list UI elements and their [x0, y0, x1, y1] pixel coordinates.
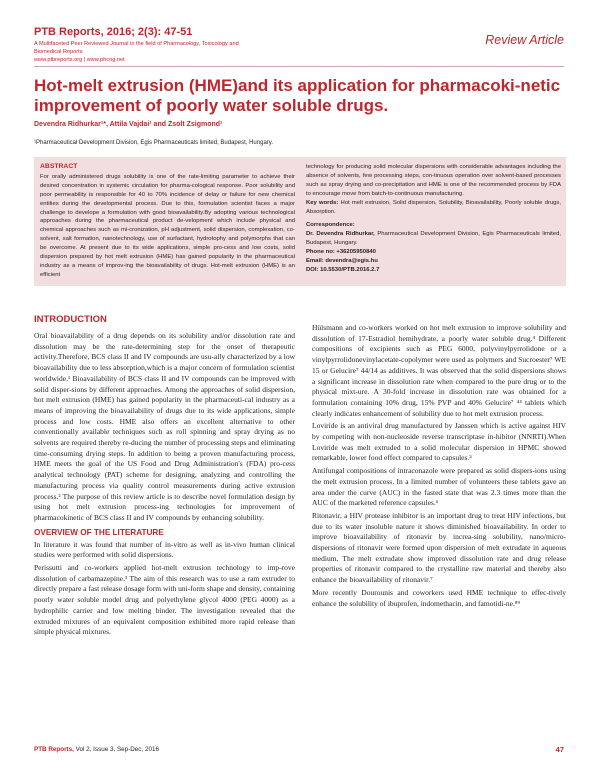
overview-paragraph-2: Perissutti and co-workers applied hot-melt extrusion technology to imp-rove dissolution of carbamazepine.³ The aim of this research was to use a ram extruder to directly prepare a fast release dosage form with uni-form shape and density, containing poorly water soluble model drug and polyethylene glycol 4000 (PEG 4000) as a hydrophilic carrier and low melting binder. The investigation revealed that the extruded mixtures of an equivalent composition exhibited more rapid release than simple physical mixtures.	[34, 563, 295, 637]
author-affiliation: ¹Pharmaceutical Development Division, Egis Pharmaceuticals limited, Budapest, Hungary.	[34, 140, 273, 146]
body-left-column	[34, 331, 295, 640]
body-paragraph-loviride: Loviride is an antiviral drug manufactured by Janssen which is active against HIV by competing with non-nucleoside reverse transcriptase in-hibitor (NNRTI).When Loviride was melt extruded to a solid molecular dispersion in HPMC showed remarkable, lower food effect compared to capsules.⁵	[312, 421, 566, 463]
abstract-right-column	[306, 163, 561, 275]
abstract-text-continued: technology for producing solid molecular dispersions with considerable advantages including the absence of solvents, few processing steps, con-tinuous operation over solvent-based processes such as spray drying and co-precipitation and HME is one of the recommended process by FDA to encourage move from batch-to-continuous manufacturing.	[306, 164, 561, 197]
phone-number: Phone no: +36205950840	[306, 249, 376, 256]
author-list: Devendra Ridhurkar¹*, Attila Vajdai¹ and Zsolt Zsigmond¹	[34, 121, 223, 128]
introduction-heading: INTRODUCTION	[34, 314, 107, 325]
header-divider	[34, 66, 564, 67]
journal-header: PTB Reports, 2016; 2(3): 47-51	[34, 26, 193, 38]
abstract-box	[34, 157, 566, 286]
body-paragraph-itraconazole: Antifungal compositions of intraconazole were prepared as solid dispers-ions using the melt extrusion process. In a limited number of volunteers these tablets gave an area under the curve (AUC) in the fasted state that was 2.3 times more than the AUC of the marketed reference capsules.⁶	[312, 466, 566, 508]
intro-paragraph: Oral bioavailability of a drug depends on its solubility and/or dissolution rate and dissolution may be the rate-determining step for the onset of therapeutic activity.Therefore, BCS class II and IV compounds are usu-ally characterized by a low bioavailability due to less absorption,which is a major concern of formulation scientist worldwide.¹ Bioavailability of BCS class II and IV compounds can be improved with solid disper-sions by different approaches. Among the approaches of solid dispersion, hot melt extrusion (HME) has gained popularity in the pharmaceuti-cal industry as a means of improving the bioavailability of drugs due to its wide applications, simple process and low costs. HME also offers an excellent alternative to other conventionally available techniques such as roll spinning and spray drying as no solvents are required thereby re-ducing the number of processing steps and eliminating time-consuming drying steps. In addition to being a proven manufacturing process, HME meets the goal of the US Food and Drug Administration's (FDA) pro-cess analytical technology (PAT) scheme for designing, analyzing and controlling the manufacturing process via quality control measurements during active extrusion process.² The purpose of this review article is to describe novel formulation design by using hot melt extrusion process-ing technologies for improvement of pharmacokinetic of BCS class II and IV compounds by enhancing solubility.	[34, 331, 295, 522]
overview-heading: OVERVIEW OF THE LITERATURE	[34, 527, 164, 537]
footer-citation	[34, 746, 159, 753]
abstract-text: For orally administered drugs solubility is one of the rate-limiting parameter to achieve their desired concentration in systemic circulation for pharma-cological response. Poor solubility and poor permeability is responsible for 40 to 70% incidence of delay or failure for new chemical entities during the developmental process. Due to this, formulation scientist faces a major challenge to develope a formulation with good bioavailability.By adopting various technological approaches during the pharmaceutical product de-velopment which include physical and chemical approaches such as mi-cronization, pH adjustment, solid dispersion, complexation, co-solvent, salt formation, nanotechnology, use of surfactant, hydrotophy and polymorphs that can be overcome. At present due to its wide applications, simple pro-cess and low costs, solid dispersion prepared by hot melt extrusion (HME) has gained popularity in the pharmaceutical industry as a means of improv-ing the bioavailability of drugs. Hot-melt extrusion (HME) is an efficient	[40, 173, 295, 278]
body-paragraph-hulsmann: Hülsmann and co-workers worked on hot melt extrusion to improve solubility and dissolution of 17-Estradiol hemihydrate, a poorly water soluble drug.⁴ Different compositions of excipients such as PEG 6000, polyvinylpyrrolidone or a vinylpyrrolidonevinylacetate-copolymer were used as polymers and Sucroester⁷ WE 15 or Gelucire⁷ 44/14 as additives. It was observed that the solid dispersions shows a significant increase in dissolution rate when compared to the pure drug or to the physical mixt-ure. A 30-fold increase in dissolution rate was obtained for a formulation containing 10% drug, 15% PVP and 40% Gelucire⁷ ⁴⁴ tablets which clearly indicates enhancement of solubility due to hot melt extrusion process.	[312, 323, 566, 418]
abstract-heading: ABSTRACT	[40, 163, 78, 170]
article-type-label: Review Article	[485, 33, 564, 47]
abstract-left-column	[40, 163, 295, 280]
body-right-column	[312, 323, 566, 611]
correspondence-address: Pharmaceutical Development Division, Egis Pharmaceuticals limited, Budapest, Hungary.	[306, 231, 561, 247]
journal-subtitle-line1: A Multifaceted Peer Reviewed Journal in the field of Pharmacology, Toxicology and	[34, 41, 239, 47]
email-address[interactable]: Email: devendra@egis.hu	[306, 258, 378, 265]
journal-website-links[interactable]: www.ptbreports.org | www.phcog.net	[34, 57, 125, 63]
article-title: Hot-melt extrusion (HME)and its application for pharmacoki-netic improvement of poorly water soluble drugs.	[34, 76, 561, 115]
page-number: 47	[555, 745, 564, 754]
correspondence-name: Dr. Devendra Ridhurkar,	[306, 231, 375, 238]
body-paragraph-ritonavir: Ritonavir, a HIV protease inhibitor is an important drug to treat HIV infections, but due to its water insoluble nature it shows diminished bioavailability. In order to improve bioavailability of ritonavir by increa-sing solubility, nano/micro-dispersions of ritonavir were formed upon dispersion of melt extrudate in aqueous medium. The melt extrudate show improved dissolution rate and drug release properties of ritonavir compared to the crystalline raw material and thereby also enhance the bioavailability of ritonavir.⁷	[312, 510, 566, 585]
correspondence-details	[306, 230, 561, 248]
journal-subtitle-line2: Biomedical Reports	[34, 49, 83, 55]
correspondence-heading: Correspondence:	[306, 222, 355, 229]
keywords-label: Key words:	[306, 199, 339, 206]
body-paragraph-dourounis: More recently Dourounis and coworkers used HME technique to effec-tively enhance the solubility of ibuprofen, indomethacin, and famotidi-ne.⁸⁹	[312, 587, 566, 608]
doi-link[interactable]: DOI: 10.5530/PTB.2016.2.7	[306, 266, 380, 273]
keywords-list: Hot melt extrusion, Solid dispersion, Solubility, Bioavailability, Poorly soluble drugs, Absorption.	[306, 199, 561, 215]
overview-paragraph-1: In literature it was found that number of in-vitro as well as in-vivo human clinical studies were performed with solid dispersions.	[34, 539, 295, 560]
footer-issue: Vol 2, Issue 3, Sep-Dec, 2016	[73, 746, 159, 753]
footer-journal: PTB Reports,	[34, 746, 74, 753]
keywords	[306, 199, 561, 217]
